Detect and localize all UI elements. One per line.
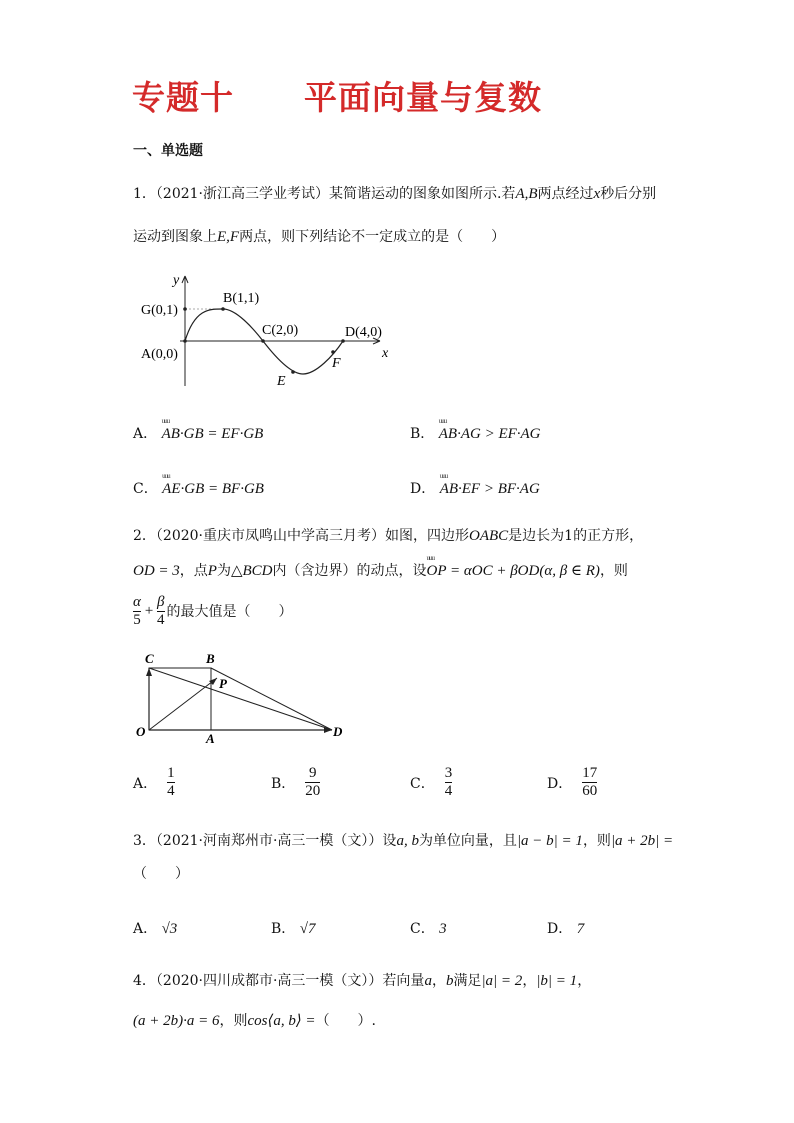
q4-cos-target: cos⟨a, b⟩ = bbox=[247, 1013, 316, 1029]
q1-option-a[interactable]: A． uuu AB·GB = EF·GB bbox=[133, 423, 263, 443]
q1-option-a-expr: uuu AB·GB = EF·GB bbox=[162, 426, 264, 443]
q3-option-d[interactable]: D． 7 bbox=[547, 921, 585, 937]
svg-text:C: C bbox=[145, 651, 154, 666]
q1-text-b: 两点经过 bbox=[537, 186, 594, 202]
q2-vector-expr: uuu OP = αOC + βOD(α, β ∈ R) bbox=[427, 564, 600, 579]
q4-norm-b: |b| = 1 bbox=[536, 973, 578, 989]
q2-oabc: OABC bbox=[469, 528, 509, 544]
q3-target: |a + 2b| = bbox=[610, 833, 674, 849]
page-title bbox=[132, 72, 542, 119]
svg-text:B: B bbox=[206, 651, 215, 666]
q4-line2: (a + 2b)·a = 6，则cos⟨a, b⟩ =（ ）. bbox=[133, 1013, 377, 1029]
q1-option-d[interactable]: D． uuu AB·EF > BF·AG bbox=[410, 478, 540, 498]
q2-option-d[interactable]: D． $\frac{17}{60}$ bbox=[547, 765, 598, 799]
q1-option-c[interactable]: C． uuu AE·GB = BF·GB bbox=[133, 478, 264, 498]
q4-dot-condition: (a + 2b)·a = 6 bbox=[133, 1013, 220, 1029]
q4-norm-a: |a| = 2 bbox=[481, 973, 523, 989]
q3-condition: |a − b| = 1 bbox=[516, 833, 583, 849]
q2-frac-beta: $\frac{\beta}{4}$ bbox=[157, 594, 165, 628]
q4-line1: 4．（2020·四川成都市·高三一模（文））若向量a，b满足|a| = 2，|b| = 1， bbox=[133, 973, 592, 989]
point-a bbox=[183, 339, 187, 343]
label-f: F bbox=[332, 356, 341, 371]
q2-od: OD = 3 bbox=[133, 563, 180, 579]
q1-option-c-expr: uuu AE·GB = BF·GB bbox=[162, 481, 264, 498]
section-heading: 一、单选题 bbox=[133, 143, 203, 159]
q1-vars-ef: E,F bbox=[217, 229, 240, 245]
q2-line2: OD = 3，点P为△BCD内（含边界）的动点，设uuu OP = αOC + βOD(α, β ∈ R)，则 bbox=[133, 564, 628, 579]
svg-text:P: P bbox=[219, 676, 227, 691]
q1-vars-ab: A,B bbox=[515, 186, 538, 202]
q1-text-c: 秒后分别 bbox=[600, 186, 657, 202]
point-g bbox=[183, 307, 187, 311]
q2-square-figure bbox=[135, 648, 350, 748]
q3-line1: 3．（2021·河南郑州市·高三一模（文））设a, b为单位向量，且|a − b| = 1，则|a + 2b| = bbox=[133, 833, 674, 849]
point-f bbox=[331, 350, 335, 354]
q3-vectors: a, b bbox=[396, 833, 419, 849]
q2-frac-alpha: $\frac{\alpha}{5}$ bbox=[133, 594, 141, 628]
q1-option-d-expr: uuu AB·EF > BF·AG bbox=[440, 481, 540, 498]
q1-sine-figure bbox=[135, 268, 400, 393]
label-c: C(2,0) bbox=[262, 323, 299, 338]
q3-line2: （ ） bbox=[133, 866, 189, 882]
x-label: x bbox=[382, 346, 389, 361]
label-d: D(4,0) bbox=[345, 325, 382, 340]
q2-line1: 2．（2020·重庆市凤鸣山中学高三月考）如图，四边形OABC是边长为1的正方形， bbox=[133, 528, 644, 544]
q2-line3: $\frac{\alpha}{5}$ + $\frac{\beta}{4}$ 的最大值是（ ） bbox=[133, 594, 293, 628]
y-label: y bbox=[173, 273, 180, 288]
q2-option-a[interactable]: A． $\frac{1}{4}$ bbox=[133, 765, 175, 799]
point-c bbox=[261, 339, 265, 343]
q1-line1 bbox=[133, 187, 656, 202]
q1-text-a: 1．（2021·浙江高三学业考试）某简谐运动的图象如图所示.若 bbox=[133, 186, 516, 202]
point-b bbox=[221, 307, 225, 311]
title-name: 平面向量与复数 bbox=[304, 78, 542, 117]
q1-line2 bbox=[133, 230, 505, 245]
label-e: E bbox=[277, 374, 286, 389]
q1-text-d: 运动到图象上 bbox=[133, 229, 217, 245]
point-e bbox=[291, 370, 295, 374]
square-oabc bbox=[149, 668, 211, 730]
q1-text-e: 两点，则下列结论不一定成立的是（ ） bbox=[239, 229, 506, 245]
q2-option-c[interactable]: C． $\frac{3}{4}$ bbox=[410, 765, 453, 799]
svg-text:D: D bbox=[333, 724, 343, 739]
svg-text:O: O bbox=[136, 724, 146, 739]
q2-option-b[interactable]: B． $\frac{9}{20}$ bbox=[271, 765, 321, 799]
q1-option-b-expr: uuu AB·AG > EF·AG bbox=[439, 426, 541, 443]
q1-var-x: x bbox=[593, 186, 601, 202]
label-a: A(0,0) bbox=[141, 347, 178, 362]
svg-text:A: A bbox=[206, 731, 215, 746]
q3-option-c[interactable]: C． 3 bbox=[410, 921, 447, 937]
q1-option-b[interactable]: B． uuu AB·AG > EF·AG bbox=[410, 423, 541, 443]
label-g: G(0,1) bbox=[141, 303, 178, 318]
label-b: B(1,1) bbox=[223, 291, 260, 306]
title-topic: 专题十 bbox=[132, 78, 234, 117]
q3-option-a[interactable]: A． √3 bbox=[133, 921, 178, 937]
q3-option-b[interactable]: B． √7 bbox=[271, 921, 316, 937]
